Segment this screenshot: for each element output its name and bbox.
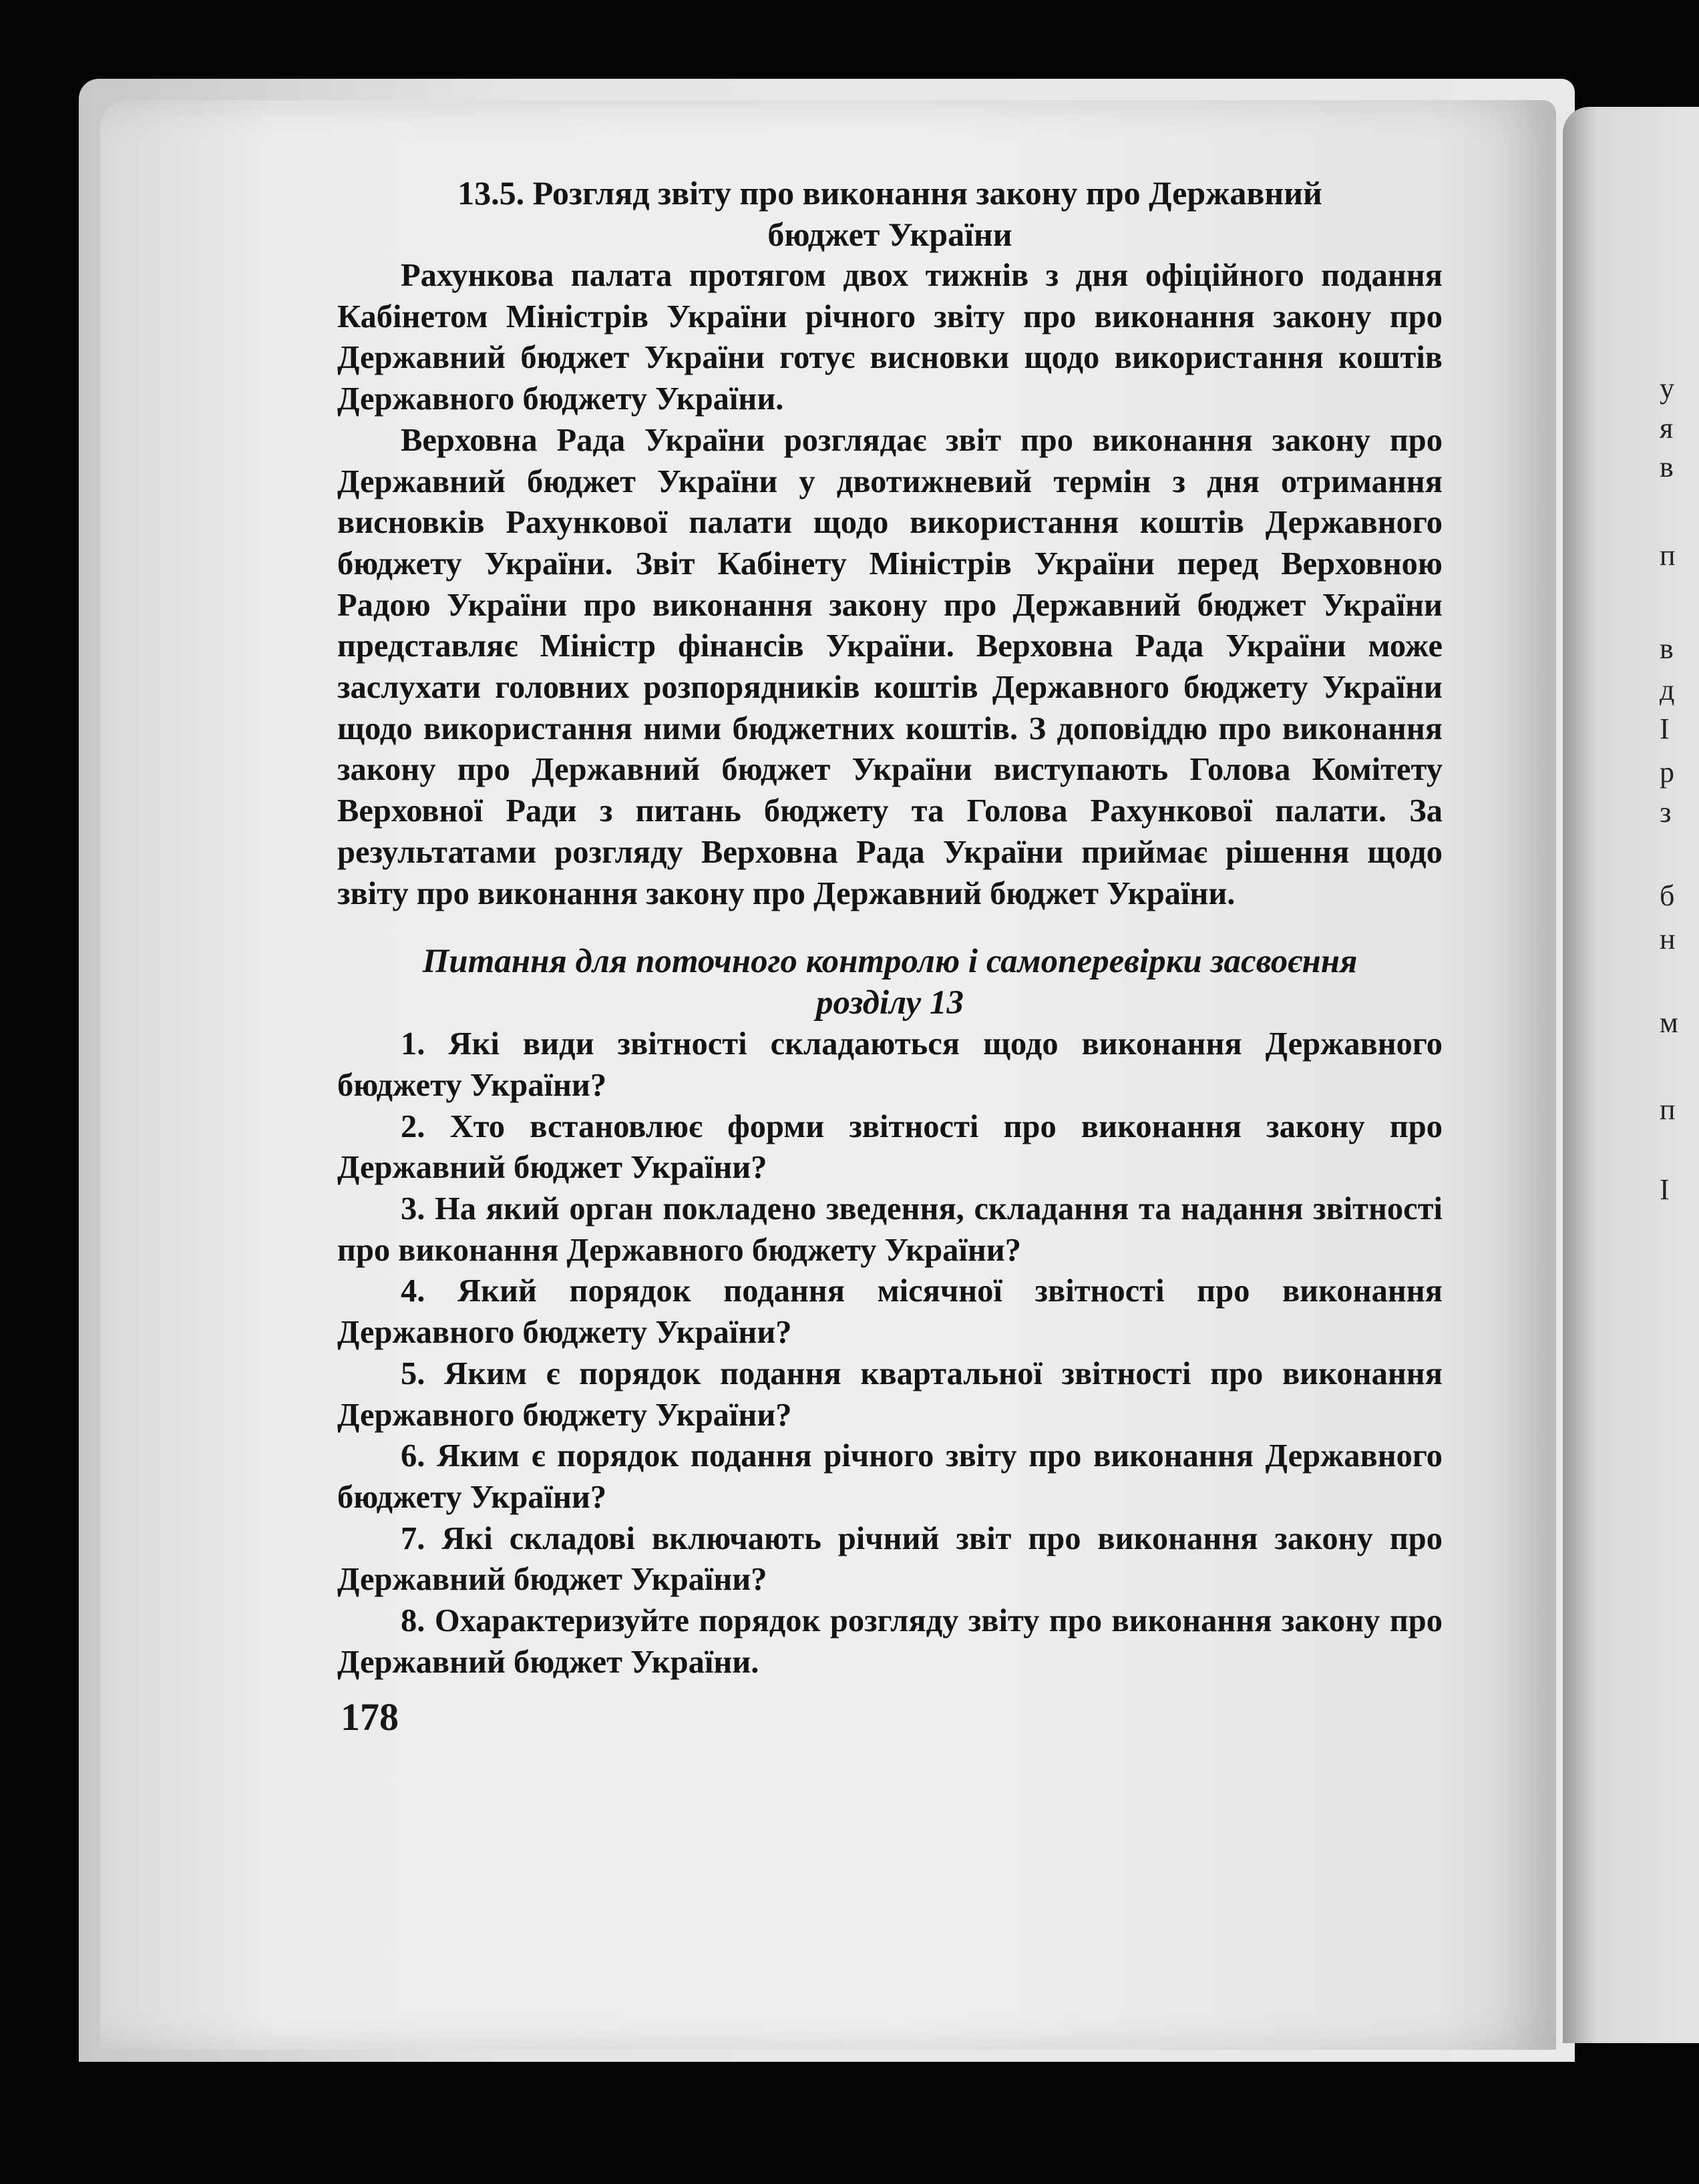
- question-item: 7. Які складові включають річний звіт про виконання закону про Державний бюджет України?: [337, 1520, 1443, 1598]
- facing-letter: д: [1660, 674, 1675, 706]
- facing-letter: в: [1660, 632, 1674, 665]
- facing-letter: І: [1660, 1173, 1670, 1206]
- facing-letter: п: [1660, 1093, 1676, 1126]
- questions-heading: [337, 941, 1443, 1024]
- facing-letter: я: [1660, 412, 1674, 445]
- facing-letter: б: [1660, 879, 1675, 912]
- facing-letter: р: [1660, 756, 1674, 789]
- question-item: 1. Які види звітності складаються щодо виконання Державного бюджету України?: [337, 1026, 1443, 1103]
- facing-letter: в: [1660, 451, 1674, 483]
- facing-letter: у: [1660, 372, 1674, 405]
- facing-letter: з: [1660, 796, 1672, 829]
- question-item: 2. Хто встановлює форми звітності про виконання закону про Державний бюджет України?: [337, 1108, 1443, 1186]
- section-heading-line2: бюджет України: [767, 216, 1012, 253]
- section-heading: [337, 172, 1443, 255]
- facing-letter: м: [1660, 1006, 1678, 1039]
- page-number: 178: [341, 1695, 399, 1739]
- questions-heading-line1: Питання для поточного контролю і самоперевірки засвоєння: [422, 943, 1358, 981]
- question-item: 3. На який орган покладено зведення, складання та надання звітності про виконання Державного бюджету України?: [337, 1191, 1443, 1268]
- section-heading-line1: 13.5. Розгляд звіту про виконання закону про Державний: [457, 174, 1322, 212]
- question-item: 4. Який порядок подання місячної звітності про виконання Державного бюджету України?: [337, 1273, 1443, 1351]
- question-item: 8. Охарактеризуйте порядок розгляду звіту про виконання закону про Державний бюджет України.: [337, 1603, 1443, 1680]
- page-content: [337, 172, 1443, 1683]
- body-paragraph: Верховна Рада України розглядає звіт про виконання закону про Державний бюджет України у двотижневий термін з дня отримання висновків Рахункової палати щодо використання коштів Державного бюджету України. Звіт Кабінету Міністрів України перед Верховною Радою України про виконання закону про Державний бюджет України представляє Міністр фінансів України. Верховна Рада України може заслухати головних розпорядників коштів Державного бюджету України щодо використання ними бюджетних коштів. З доповіддю про виконання закону про Державний бюджет України виступають Голова Комітету Верховної Ради з питань бюджету та Голова Рахункової палати. За результатами розгляду Верховна Рада України приймає рішення щодо звіту про виконання закону про Державний бюджет України.: [337, 422, 1443, 911]
- questions-heading-line2: розділу 13: [816, 984, 964, 1022]
- facing-page: [1563, 107, 1699, 2043]
- facing-letter: п: [1660, 539, 1676, 572]
- question-item: 5. Яким є порядок подання квартальної звітності про виконання Державного бюджету України?: [337, 1355, 1443, 1433]
- question-item: 6. Яким є порядок подання річного звіту про виконання Державного бюджету України?: [337, 1438, 1443, 1515]
- facing-letter: н: [1660, 923, 1676, 955]
- body-paragraph: Рахункова палата протягом двох тижнів з дня офіційного подання Кабінетом Міністрів України річного звіту про виконання закону про Державний бюджет України готує висновки щодо використання коштів Державного бюджету України.: [337, 258, 1443, 417]
- facing-letter: І: [1660, 712, 1670, 745]
